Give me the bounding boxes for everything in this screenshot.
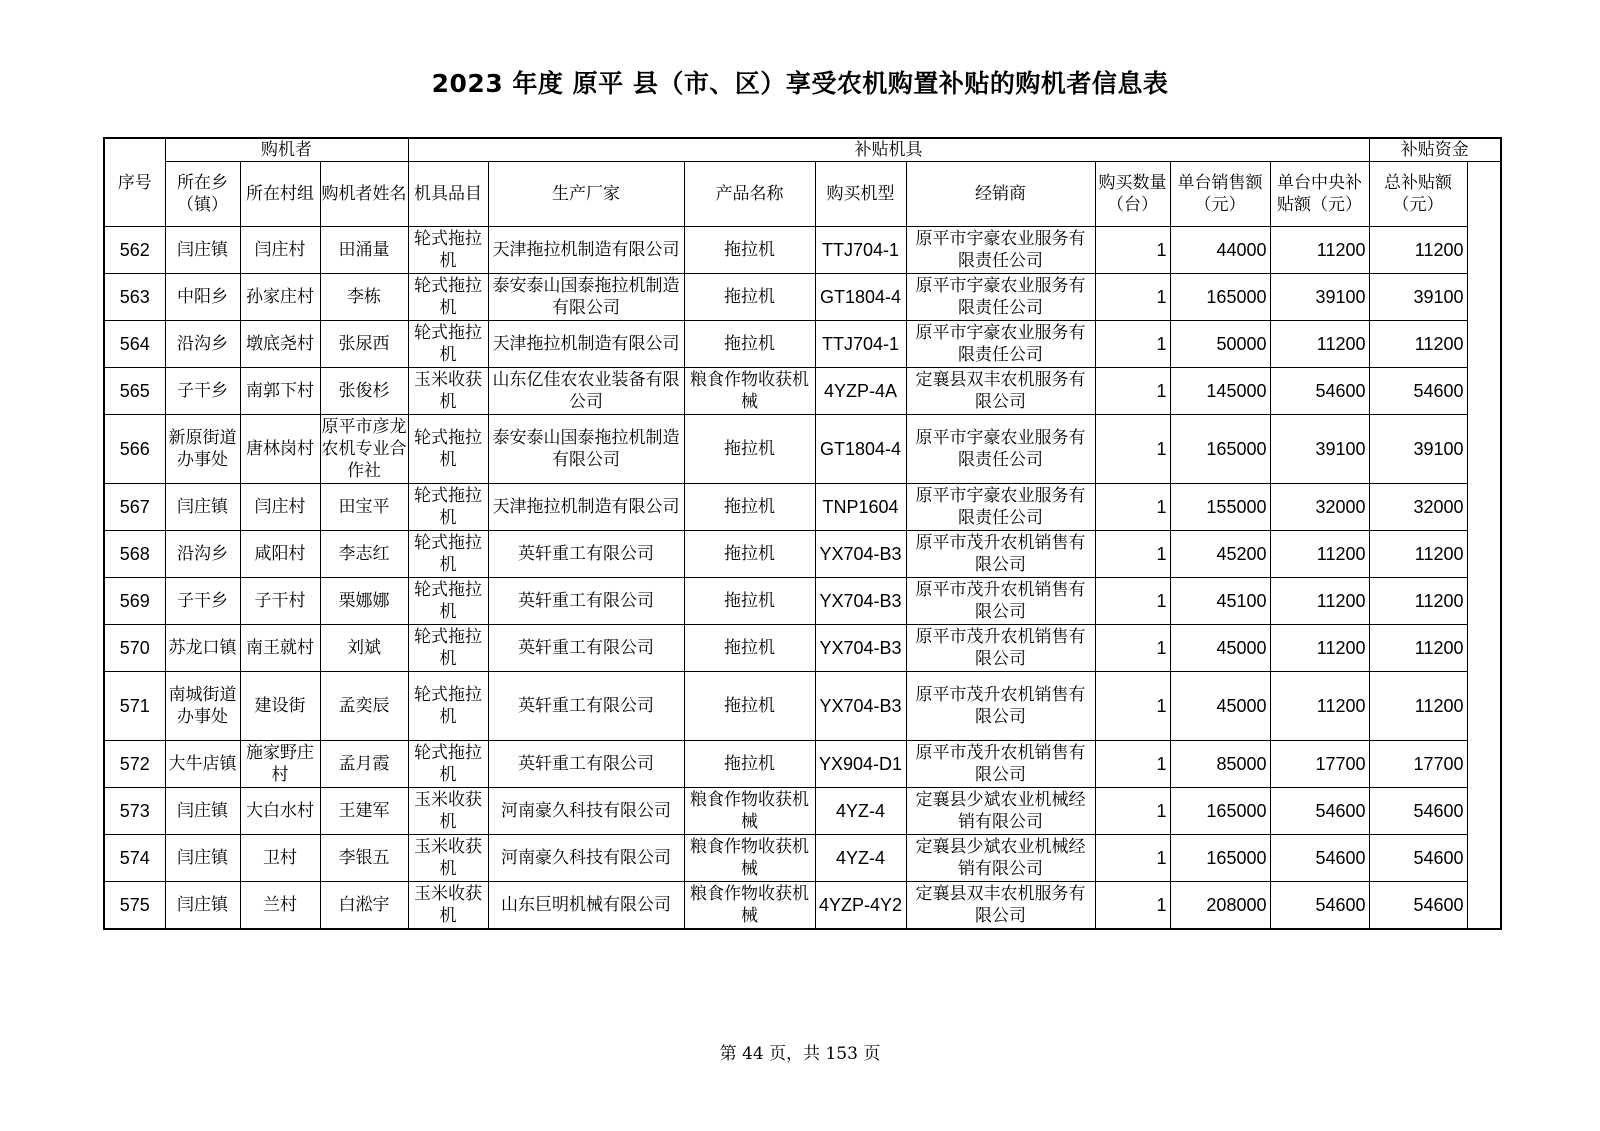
cell-product: 拖拉机 (684, 578, 815, 625)
cell-total: 11200 (1369, 227, 1467, 274)
cell-qty: 1 (1095, 578, 1170, 625)
cell-village: 建设街 (240, 672, 320, 741)
cell-manufacturer: 泰安泰山国泰拖拉机制造有限公司 (488, 274, 684, 321)
cell-village: 闫庄村 (240, 227, 320, 274)
cell-town: 闫庄镇 (165, 788, 240, 835)
cell-model: YX704-B3 (815, 672, 906, 741)
cell-manufacturer: 河南豪久科技有限公司 (488, 835, 684, 882)
cell-model: YX704-B3 (815, 578, 906, 625)
cell-price: 45000 (1170, 672, 1270, 741)
cell-model: GT1804-4 (815, 415, 906, 484)
cell-central: 39100 (1270, 415, 1369, 484)
cell-qty: 1 (1095, 788, 1170, 835)
cell-price: 45000 (1170, 625, 1270, 672)
cell-model: YX904-D1 (815, 741, 906, 788)
cell-seq: 567 (104, 484, 165, 531)
cell-town: 闫庄镇 (165, 227, 240, 274)
cell-total: 17700 (1369, 741, 1467, 788)
cell-dealer: 原平市宇豪农业服务有限责任公司 (906, 274, 1095, 321)
cell-qty: 1 (1095, 531, 1170, 578)
cell-category: 轮式拖拉机 (408, 578, 488, 625)
cell-name: 田涌量 (320, 227, 408, 274)
cell-model: 4YZP-4A (815, 368, 906, 415)
cell-total: 11200 (1369, 531, 1467, 578)
cell-dealer: 原平市宇豪农业服务有限责任公司 (906, 227, 1095, 274)
cell-village: 唐林岗村 (240, 415, 320, 484)
cell-price: 165000 (1170, 274, 1270, 321)
cell-town: 闫庄镇 (165, 882, 240, 930)
cell-price: 165000 (1170, 835, 1270, 882)
cell-category: 轮式拖拉机 (408, 625, 488, 672)
cell-seq: 564 (104, 321, 165, 368)
cell-total: 11200 (1369, 578, 1467, 625)
col-header-model: 购买机型 (815, 162, 906, 227)
cell-category: 轮式拖拉机 (408, 274, 488, 321)
cell-category: 玉米收获机 (408, 835, 488, 882)
cell-central: 54600 (1270, 835, 1369, 882)
cell-village: 卫村 (240, 835, 320, 882)
cell-model: YX704-B3 (815, 625, 906, 672)
col-header-village: 所在村组 (240, 162, 320, 227)
cell-qty: 1 (1095, 227, 1170, 274)
cell-dealer: 定襄县双丰农机服务有限公司 (906, 882, 1095, 930)
cell-model: TNP1604 (815, 484, 906, 531)
table-row (104, 227, 1501, 274)
table-row (104, 321, 1501, 368)
cell-name: 王建军 (320, 788, 408, 835)
cell-village: 闫庄村 (240, 484, 320, 531)
group-header-buyer: 购机者 (165, 138, 408, 162)
cell-village: 墩底尧村 (240, 321, 320, 368)
cell-model: 4YZP-4Y2 (815, 882, 906, 930)
subsidy-table (103, 137, 1502, 930)
cell-name: 张尿西 (320, 321, 408, 368)
col-header-total: 总补贴额（元） (1369, 162, 1467, 227)
cell-town: 苏龙口镇 (165, 625, 240, 672)
cell-manufacturer: 山东亿佳农农业装备有限公司 (488, 368, 684, 415)
cell-total: 39100 (1369, 274, 1467, 321)
cell-seq: 562 (104, 227, 165, 274)
cell-town: 子干乡 (165, 368, 240, 415)
cell-total: 39100 (1369, 415, 1467, 484)
cell-name: 栗娜娜 (320, 578, 408, 625)
cell-category: 轮式拖拉机 (408, 531, 488, 578)
cell-price: 165000 (1170, 788, 1270, 835)
cell-model: 4YZ-4 (815, 835, 906, 882)
cell-product: 拖拉机 (684, 321, 815, 368)
cell-product: 拖拉机 (684, 415, 815, 484)
table-row (104, 835, 1501, 882)
cell-price: 208000 (1170, 882, 1270, 930)
cell-seq: 565 (104, 368, 165, 415)
cell-village: 南王就村 (240, 625, 320, 672)
cell-model: 4YZ-4 (815, 788, 906, 835)
cell-central: 17700 (1270, 741, 1369, 788)
cell-central: 11200 (1270, 321, 1369, 368)
cell-qty: 1 (1095, 484, 1170, 531)
cell-central: 11200 (1270, 531, 1369, 578)
cell-central: 54600 (1270, 788, 1369, 835)
table-row (104, 531, 1501, 578)
cell-product: 粮食作物收获机械 (684, 835, 815, 882)
col-header-town: 所在乡（镇） (165, 162, 240, 227)
cell-town: 闫庄镇 (165, 484, 240, 531)
cell-total: 11200 (1369, 321, 1467, 368)
cell-model: TTJ704-1 (815, 227, 906, 274)
cell-name: 张俊杉 (320, 368, 408, 415)
cell-manufacturer: 英轩重工有限公司 (488, 741, 684, 788)
table-row (104, 484, 1501, 531)
cell-dealer: 原平市茂升农机销售有限公司 (906, 531, 1095, 578)
cell-name: 田宝平 (320, 484, 408, 531)
cell-central: 54600 (1270, 368, 1369, 415)
page-footer: 第 44 页，共 153 页 (719, 1044, 881, 1064)
cell-seq: 574 (104, 835, 165, 882)
cell-category: 轮式拖拉机 (408, 672, 488, 741)
group-header-fund: 补贴资金 (1369, 138, 1501, 162)
cell-total: 54600 (1369, 788, 1467, 835)
cell-qty: 1 (1095, 625, 1170, 672)
cell-village: 施家野庄村 (240, 741, 320, 788)
cell-product: 拖拉机 (684, 274, 815, 321)
cell-total: 54600 (1369, 835, 1467, 882)
group-header-machine: 补贴机具 (408, 138, 1369, 162)
cell-category: 轮式拖拉机 (408, 227, 488, 274)
cell-seq: 572 (104, 741, 165, 788)
cell-central: 54600 (1270, 882, 1369, 930)
col-header-name: 购机者姓名 (320, 162, 408, 227)
table-row (104, 672, 1501, 741)
cell-manufacturer: 河南豪久科技有限公司 (488, 788, 684, 835)
cell-category: 轮式拖拉机 (408, 321, 488, 368)
cell-price: 44000 (1170, 227, 1270, 274)
cell-price: 45200 (1170, 531, 1270, 578)
cell-category: 玉米收获机 (408, 368, 488, 415)
cell-dealer: 原平市宇豪农业服务有限责任公司 (906, 415, 1095, 484)
cell-central: 11200 (1270, 578, 1369, 625)
cell-model: TTJ704-1 (815, 321, 906, 368)
cell-product: 拖拉机 (684, 741, 815, 788)
cell-category: 轮式拖拉机 (408, 415, 488, 484)
cell-qty: 1 (1095, 321, 1170, 368)
cell-total: 11200 (1369, 672, 1467, 741)
cell-town: 沿沟乡 (165, 321, 240, 368)
col-header-seq: 序号 (104, 138, 165, 227)
cell-central: 11200 (1270, 672, 1369, 741)
cell-product: 拖拉机 (684, 531, 815, 578)
cell-price: 165000 (1170, 415, 1270, 484)
cell-seq: 570 (104, 625, 165, 672)
cell-price: 50000 (1170, 321, 1270, 368)
cell-manufacturer: 英轩重工有限公司 (488, 672, 684, 741)
cell-dealer: 原平市茂升农机销售有限公司 (906, 741, 1095, 788)
cell-central: 11200 (1270, 625, 1369, 672)
cell-qty: 1 (1095, 415, 1170, 484)
cell-price: 155000 (1170, 484, 1270, 531)
cell-name: 李银五 (320, 835, 408, 882)
cell-qty: 1 (1095, 835, 1170, 882)
col-header-category: 机具品目 (408, 162, 488, 227)
cell-total: 54600 (1369, 368, 1467, 415)
cell-village: 子干村 (240, 578, 320, 625)
table-row (104, 578, 1501, 625)
cell-category: 玉米收获机 (408, 882, 488, 930)
cell-seq: 563 (104, 274, 165, 321)
cell-town: 沿沟乡 (165, 531, 240, 578)
cell-dealer: 定襄县双丰农机服务有限公司 (906, 368, 1095, 415)
cell-manufacturer: 英轩重工有限公司 (488, 625, 684, 672)
cell-town: 中阳乡 (165, 274, 240, 321)
cell-manufacturer: 天津拖拉机制造有限公司 (488, 484, 684, 531)
cell-village: 兰村 (240, 882, 320, 930)
cell-village: 咸阳村 (240, 531, 320, 578)
cell-name: 孟月霞 (320, 741, 408, 788)
cell-dealer: 原平市宇豪农业服务有限责任公司 (906, 484, 1095, 531)
cell-model: GT1804-4 (815, 274, 906, 321)
cell-total: 11200 (1369, 625, 1467, 672)
cell-price: 145000 (1170, 368, 1270, 415)
cell-product: 粮食作物收获机械 (684, 788, 815, 835)
cell-product: 拖拉机 (684, 672, 815, 741)
col-header-qty: 购买数量（台） (1095, 162, 1170, 227)
cell-dealer: 定襄县少斌农业机械经销有限公司 (906, 788, 1095, 835)
cell-village: 大白水村 (240, 788, 320, 835)
cell-central: 32000 (1270, 484, 1369, 531)
cell-dealer: 定襄县少斌农业机械经销有限公司 (906, 835, 1095, 882)
cell-category: 玉米收获机 (408, 788, 488, 835)
header-column-row (104, 162, 1501, 227)
cell-town: 闫庄镇 (165, 835, 240, 882)
cell-dealer: 原平市茂升农机销售有限公司 (906, 625, 1095, 672)
cell-dealer: 原平市茂升农机销售有限公司 (906, 672, 1095, 741)
cell-name: 白淞宇 (320, 882, 408, 930)
cell-name: 原平市彦龙农机专业合作社 (320, 415, 408, 484)
cell-name: 孟奕辰 (320, 672, 408, 741)
col-header-manufacturer: 生产厂家 (488, 162, 684, 227)
cell-village: 孙家庄村 (240, 274, 320, 321)
cell-seq: 566 (104, 415, 165, 484)
col-header-central: 单台中央补贴额（元） (1270, 162, 1369, 227)
cell-central: 39100 (1270, 274, 1369, 321)
cell-seq: 568 (104, 531, 165, 578)
cell-town: 南城街道办事处 (165, 672, 240, 741)
table-row (104, 788, 1501, 835)
cell-seq: 569 (104, 578, 165, 625)
cell-name: 李志红 (320, 531, 408, 578)
cell-dealer: 原平市茂升农机销售有限公司 (906, 578, 1095, 625)
cell-qty: 1 (1095, 882, 1170, 930)
cell-product: 粮食作物收获机械 (684, 368, 815, 415)
cell-manufacturer: 英轩重工有限公司 (488, 578, 684, 625)
cell-price: 45100 (1170, 578, 1270, 625)
cell-category: 轮式拖拉机 (408, 484, 488, 531)
page-title: 2023 年度 原平 县（市、区）享受农机购置补贴的购机者信息表 (431, 69, 1169, 98)
cell-product: 粮食作物收获机械 (684, 882, 815, 930)
cell-manufacturer: 英轩重工有限公司 (488, 531, 684, 578)
cell-model: YX704-B3 (815, 531, 906, 578)
cell-name: 李栋 (320, 274, 408, 321)
header-group-row (104, 138, 1501, 162)
col-header-product: 产品名称 (684, 162, 815, 227)
cell-qty: 1 (1095, 672, 1170, 741)
col-header-price: 单台销售额（元） (1170, 162, 1270, 227)
cell-dealer: 原平市宇豪农业服务有限责任公司 (906, 321, 1095, 368)
cell-product: 拖拉机 (684, 227, 815, 274)
cell-product: 拖拉机 (684, 484, 815, 531)
cell-manufacturer: 天津拖拉机制造有限公司 (488, 227, 684, 274)
table-row (104, 625, 1501, 672)
table-row (104, 882, 1501, 930)
cell-total: 54600 (1369, 882, 1467, 930)
cell-town: 大牛店镇 (165, 741, 240, 788)
cell-central: 11200 (1270, 227, 1369, 274)
cell-total: 32000 (1369, 484, 1467, 531)
cell-qty: 1 (1095, 368, 1170, 415)
cell-manufacturer: 泰安泰山国泰拖拉机制造有限公司 (488, 415, 684, 484)
table-row (104, 415, 1501, 484)
cell-price: 85000 (1170, 741, 1270, 788)
cell-qty: 1 (1095, 741, 1170, 788)
cell-seq: 571 (104, 672, 165, 741)
cell-category: 轮式拖拉机 (408, 741, 488, 788)
cell-seq: 573 (104, 788, 165, 835)
cell-qty: 1 (1095, 274, 1170, 321)
cell-product: 拖拉机 (684, 625, 815, 672)
table-row (104, 274, 1501, 321)
table-row (104, 741, 1501, 788)
col-header-dealer: 经销商 (906, 162, 1095, 227)
cell-town: 子干乡 (165, 578, 240, 625)
cell-village: 南郭下村 (240, 368, 320, 415)
cell-manufacturer: 山东巨明机械有限公司 (488, 882, 684, 930)
table-row (104, 368, 1501, 415)
cell-name: 刘斌 (320, 625, 408, 672)
cell-town: 新原街道办事处 (165, 415, 240, 484)
cell-manufacturer: 天津拖拉机制造有限公司 (488, 321, 684, 368)
cell-seq: 575 (104, 882, 165, 930)
